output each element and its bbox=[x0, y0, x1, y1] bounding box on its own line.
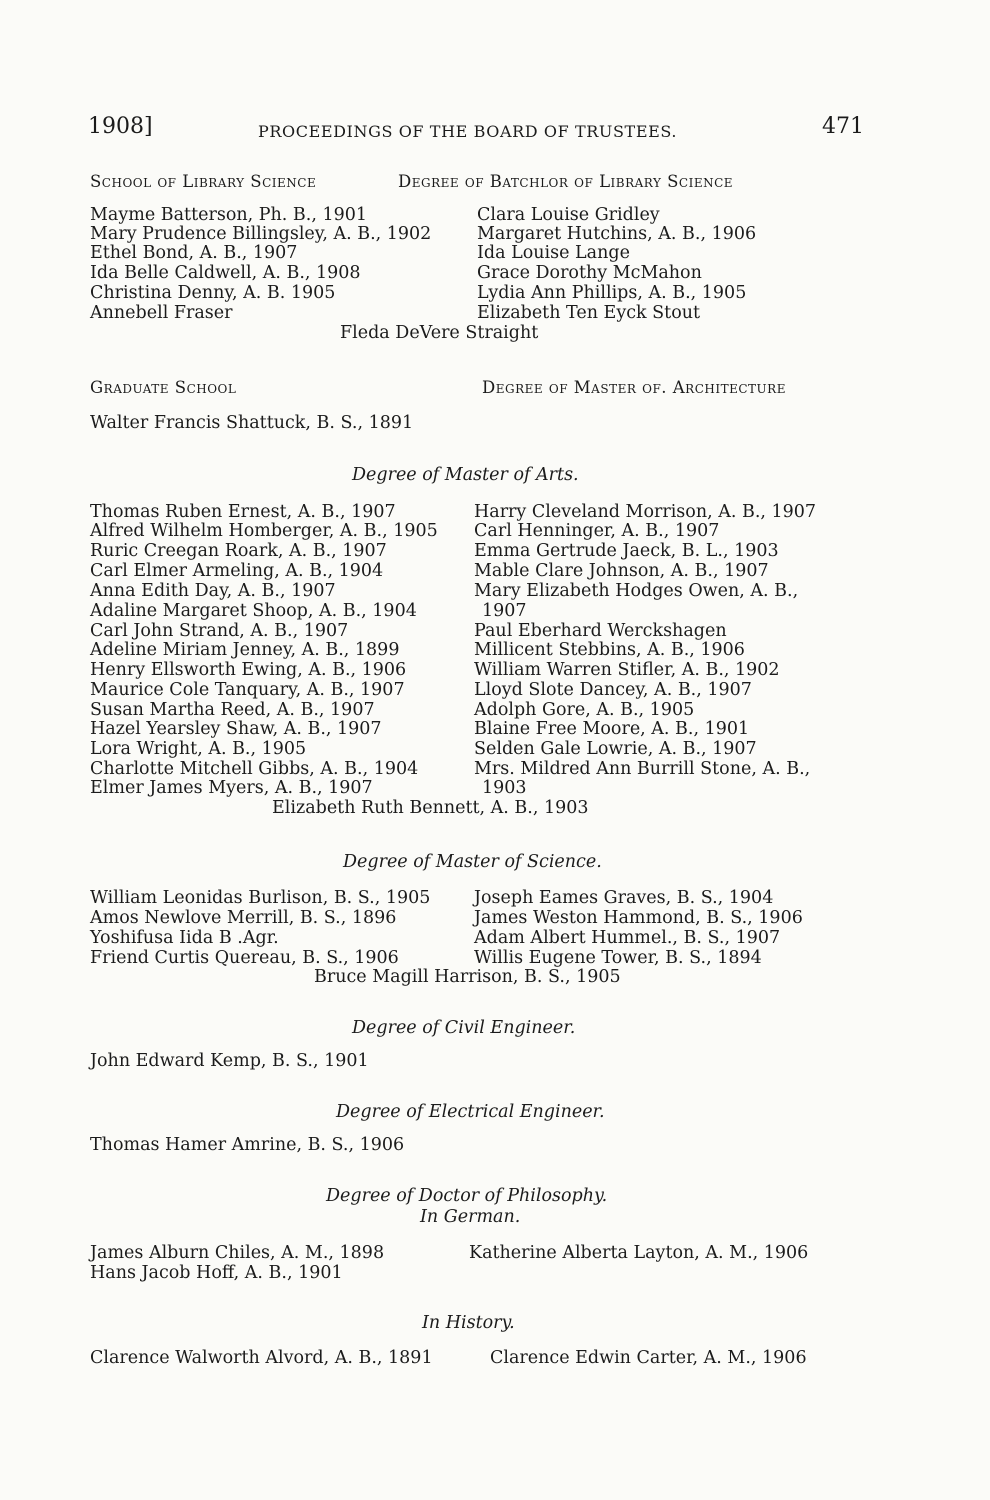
list-item: Emma Gertrude Jaeck, B. L., 1903 bbox=[474, 541, 779, 561]
list-item: Lora Wright, A. B., 1905 bbox=[90, 739, 307, 759]
electrical-heading: Degree of Electrical Engineer. bbox=[336, 1102, 605, 1122]
list-item: Selden Gale Lowrie, A. B., 1907 bbox=[474, 739, 757, 759]
list-item: Christina Denny, A. B. 1905 bbox=[90, 283, 336, 303]
list-item: Charlotte Mitchell Gibbs, A. B., 1904 bbox=[90, 759, 419, 779]
list-item: Mary Elizabeth Hodges Owen, A. B., bbox=[474, 581, 799, 601]
running-head-title: PROCEEDINGS OF THE BOARD OF TRUSTEES. bbox=[258, 122, 678, 141]
list-item: Paul Eberhard Werckshagen bbox=[474, 621, 727, 641]
list-item: Yoshifusa Iida B .Agr. bbox=[90, 928, 279, 948]
list-item: Blaine Free Moore, A. B., 1901 bbox=[474, 719, 750, 739]
list-item: Susan Martha Reed, A. B., 1907 bbox=[90, 700, 375, 720]
list-item: Annebell Fraser bbox=[90, 303, 233, 323]
list-item: Mayme Batterson, Ph. B., 1901 bbox=[90, 205, 368, 225]
list-item: Adaline Margaret Shoop, A. B., 1904 bbox=[90, 601, 417, 621]
german-entry: James Alburn Chiles, A. M., 1898 bbox=[90, 1243, 385, 1263]
list-item: Elizabeth Ten Eyck Stout bbox=[477, 303, 701, 323]
list-item: 1907 bbox=[482, 601, 527, 621]
list-item: Carl Henninger, A. B., 1907 bbox=[474, 521, 720, 541]
list-item: Ruric Creegan Roark, A. B., 1907 bbox=[90, 541, 387, 561]
list-item: 1903 bbox=[482, 778, 527, 798]
list-item: Adeline Miriam Jenney, A. B., 1899 bbox=[90, 640, 400, 660]
list-item: William Leonidas Burlison, B. S., 1905 bbox=[90, 888, 431, 908]
history-entry: Clarence Walworth Alvord, A. B., 1891 bbox=[90, 1348, 433, 1368]
list-item: Ida Belle Caldwell, A. B., 1908 bbox=[90, 263, 361, 283]
list-item: Lydia Ann Phillips, A. B., 1905 bbox=[477, 283, 747, 303]
german-subheading: In German. bbox=[420, 1207, 521, 1227]
science-centered-entry: Bruce Magill Harrison, B. S., 1905 bbox=[314, 967, 621, 987]
library-centered-entry: Fleda DeVere Straight bbox=[340, 323, 539, 343]
list-item: William Warren Stifler, A. B., 1902 bbox=[474, 660, 780, 680]
list-item: Friend Curtis Quereau, B. S., 1906 bbox=[90, 948, 399, 968]
list-item: Harry Cleveland Morrison, A. B., 1907 bbox=[474, 502, 817, 522]
list-item: Adam Albert Hummel., B. S., 1907 bbox=[474, 928, 781, 948]
doctor-heading: Degree of Doctor of Philosophy. bbox=[326, 1186, 608, 1206]
list-item: Elmer James Myers, A. B., 1907 bbox=[90, 778, 373, 798]
library-school-heading: School of Library Science bbox=[90, 172, 317, 191]
list-item: Hazel Yearsley Shaw, A. B., 1907 bbox=[90, 719, 382, 739]
list-item: Ethel Bond, A. B., 1907 bbox=[90, 243, 298, 263]
arts-centered-entry: Elizabeth Ruth Bennett, A. B., 1903 bbox=[272, 798, 589, 818]
list-item: Anna Edith Day, A. B., 1907 bbox=[90, 581, 336, 601]
list-item: James Weston Hammond, B. S., 1906 bbox=[474, 908, 803, 928]
list-item: Mary Prudence Billingsley, A. B., 1902 bbox=[90, 224, 432, 244]
architecture-degree-heading: Degree of Master of. Architecture bbox=[482, 378, 786, 397]
list-item: Ida Louise Lange bbox=[477, 243, 630, 263]
arts-heading: Degree of Master of Arts. bbox=[352, 465, 579, 485]
list-item: Carl Elmer Armeling, A. B., 1904 bbox=[90, 561, 384, 581]
running-head-year: 1908] bbox=[88, 114, 153, 139]
history-subheading: In History. bbox=[422, 1313, 515, 1333]
german-entry-right: Katherine Alberta Layton, A. M., 1906 bbox=[469, 1243, 809, 1263]
list-item: Grace Dorothy McMahon bbox=[477, 263, 702, 283]
list-item: Millicent Stebbins, A. B., 1906 bbox=[474, 640, 745, 660]
list-item: Margaret Hutchins, A. B., 1906 bbox=[477, 224, 757, 244]
civil-entry: John Edward Kemp, B. S., 1901 bbox=[90, 1051, 369, 1071]
list-item: Willis Eugene Tower, B. S., 1894 bbox=[474, 948, 762, 968]
list-item: Joseph Eames Graves, B. S., 1904 bbox=[474, 888, 774, 908]
electrical-entry: Thomas Hamer Amrine, B. S., 1906 bbox=[90, 1135, 405, 1155]
list-item: Adolph Gore, A. B., 1905 bbox=[474, 700, 695, 720]
civil-heading: Degree of Civil Engineer. bbox=[352, 1018, 576, 1038]
list-item: Lloyd Slote Dancey, A. B., 1907 bbox=[474, 680, 752, 700]
list-item: Henry Ellsworth Ewing, A. B., 1906 bbox=[90, 660, 407, 680]
list-item: Alfred Wilhelm Homberger, A. B., 1905 bbox=[90, 521, 438, 541]
german-entry: Hans Jacob Hoff, A. B., 1901 bbox=[90, 1263, 343, 1283]
list-item: Amos Newlove Merrill, B. S., 1896 bbox=[90, 908, 397, 928]
list-item: Mrs. Mildred Ann Burrill Stone, A. B., bbox=[474, 759, 811, 779]
list-item: Clara Louise Gridley bbox=[477, 205, 660, 225]
science-heading: Degree of Master of Science. bbox=[343, 852, 602, 872]
architecture-entry: Walter Francis Shattuck, B. S., 1891 bbox=[90, 413, 414, 433]
graduate-school-heading: Graduate School bbox=[90, 378, 237, 397]
history-entry-right: Clarence Edwin Carter, A. M., 1906 bbox=[490, 1348, 807, 1368]
list-item: Carl John Strand, A. B., 1907 bbox=[90, 621, 349, 641]
list-item: Thomas Ruben Ernest, A. B., 1907 bbox=[90, 502, 396, 522]
list-item: Maurice Cole Tanquary, A. B., 1907 bbox=[90, 680, 405, 700]
library-degree-heading: Degree of Batchlor of Library Science bbox=[398, 172, 734, 191]
page-number: 471 bbox=[822, 114, 864, 139]
list-item: Mable Clare Johnson, A. B., 1907 bbox=[474, 561, 769, 581]
